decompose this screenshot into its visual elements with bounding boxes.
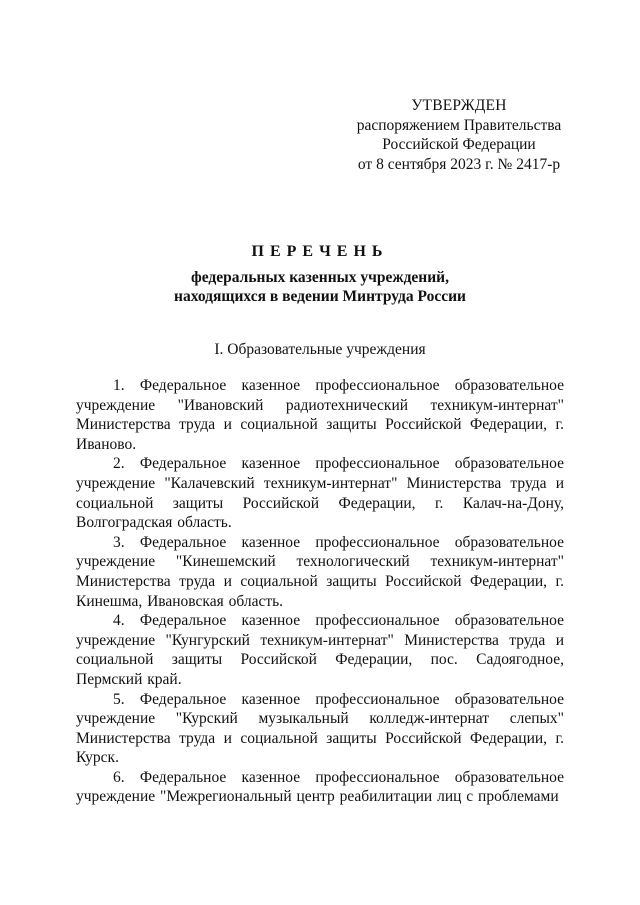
list-item: 6. Федеральное казенное профессиональное образовательное учреждение "Межрегиональный центр реабилитации лиц с проблемами — [76, 768, 564, 806]
section-heading: I. Образовательные учреждения — [214, 341, 426, 358]
list-item: 5. Федеральное казенное профессиональное образовательное учреждение "Курский музыкальный колледж-интернат слепых" Министерства труда и социальной защиты Российской Федерации, г. Курск. — [76, 690, 564, 767]
document-title: ПЕРЕЧЕНЬ — [251, 243, 389, 260]
approval-line-2: Российской Федерации — [382, 136, 536, 153]
approval-line-1: распоряжением Правительства — [356, 116, 562, 134]
subtitle-line-2: находящихся в ведении Минтруда России — [174, 288, 466, 305]
document-subtitle — [0, 268, 640, 306]
approval-line-3: от 8 сентября 2023 г. № 2417-р — [357, 155, 561, 173]
list-item: 1. Федеральное казенное профессиональное образовательное учреждение "Ивановский радиотехнический техникум-интернат" Министерства труда и социальной защиты Российской Федерации, г. Иваново. — [76, 377, 564, 453]
approval-title: УТВЕРЖДЕН — [411, 97, 507, 114]
subtitle-line-1: федеральных казенных учреждений, — [191, 269, 449, 286]
institution-list — [76, 376, 564, 807]
approval-block — [344, 96, 574, 174]
list-item: 4. Федеральное казенное профессиональное образовательное учреждение "Кунгурский техникум-интернат" Министерства труда и социальной защиты Российской Федерации, пос. Садоягодное, Пермский край. — [76, 612, 564, 688]
list-item: 3. Федеральное казенное профессиональное образовательное учреждение "Кинешемский технологический техникум-интернат" Министерства труда и социальной защиты Российской Федерации, г. Кинешма, Ивановская область. — [76, 533, 564, 610]
list-item: 2. Федеральное казенное профессиональное образовательное учреждение "Калачевский техникум-интернат" Министерства труда и социальной защиты Российской Федерации, г. Калач-на-Дону, Волгоградская область. — [76, 455, 564, 532]
